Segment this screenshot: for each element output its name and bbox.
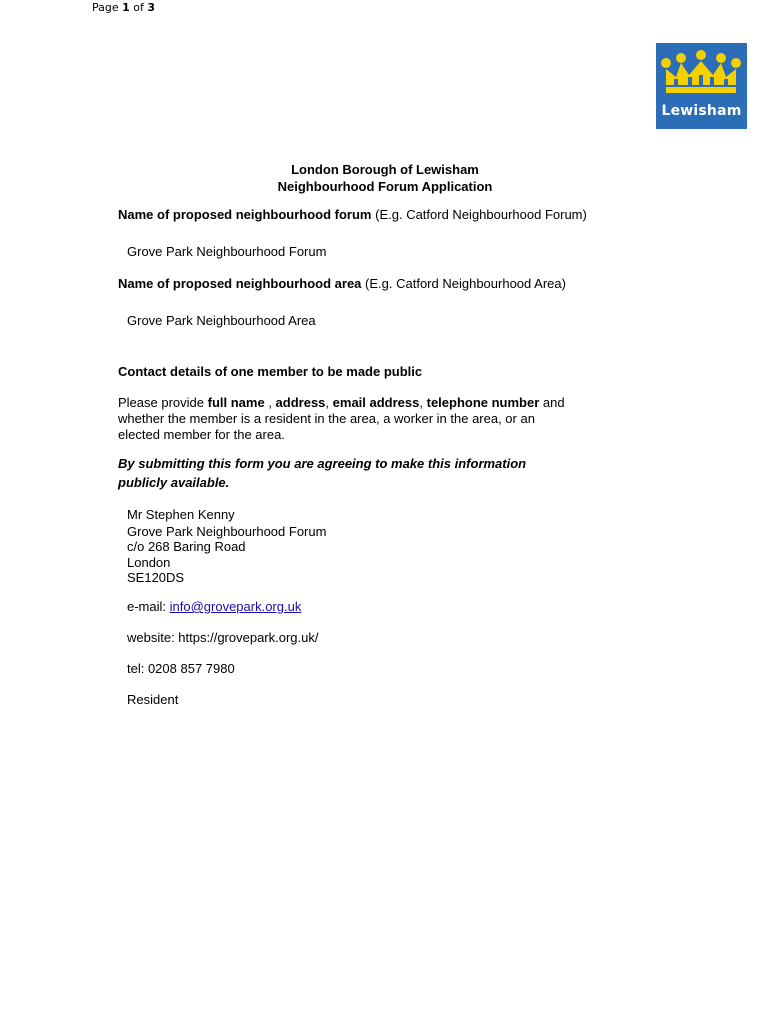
area-value: Grove Park Neighbourhood Area — [127, 313, 316, 328]
header-line-2: Neighbourhood Forum Application — [277, 179, 493, 194]
lewisham-logo — [656, 43, 747, 129]
member-status: Resident — [127, 692, 179, 707]
address-line: SE120DS — [127, 570, 185, 585]
page-label: Page — [92, 1, 119, 14]
email-link[interactable]: info@grovepark.org.uk — [169, 599, 302, 614]
instruction-sep: , — [419, 395, 427, 410]
header-line-1: London Borough of Lewisham — [291, 162, 479, 177]
address-line: London — [127, 555, 171, 570]
page-current: 1 — [122, 1, 130, 14]
notice-line-2: publicly available. — [118, 475, 230, 490]
instruction-full-name: full name — [207, 395, 265, 410]
forum-name-field — [118, 207, 587, 222]
area-example: (E.g. Catford Neighbourhood Area) — [365, 276, 566, 291]
tel-line: tel: 0208 857 7980 — [127, 661, 235, 676]
notice-line-1: By submitting this form you are agreeing to make this information — [118, 456, 527, 471]
forum-label: Name of proposed neighbourhood forum — [118, 207, 372, 222]
instruction-sep: , — [325, 395, 333, 410]
instruction-line-1 — [118, 395, 565, 410]
contact-heading: Contact details of one member to be made public — [118, 364, 423, 379]
page-indicator — [92, 1, 155, 14]
email-label: e-mail: — [127, 599, 170, 614]
forum-value: Grove Park Neighbourhood Forum — [127, 244, 327, 259]
crown-icon — [656, 43, 747, 103]
instruction-line-2: whether the member is a resident in the area, a worker in the area, or an — [118, 411, 535, 426]
instruction-and: and — [539, 395, 565, 410]
page-of: of — [133, 1, 144, 14]
email-line — [127, 599, 301, 614]
address-line: Grove Park Neighbourhood Forum — [127, 524, 327, 539]
instruction-line-3: elected member for the area. — [118, 427, 285, 442]
instruction-sep: , — [264, 395, 276, 410]
area-label: Name of proposed neighbourhood area — [118, 276, 362, 291]
instruction-text: Please provide — [118, 395, 208, 410]
forum-example: (E.g. Catford Neighbourhood Forum) — [375, 207, 587, 222]
address-line: c/o 268 Baring Road — [127, 539, 246, 554]
area-name-field — [118, 276, 566, 291]
logo-text: Lewisham — [661, 103, 742, 119]
instruction-address: address — [275, 395, 326, 410]
contact-name: Mr Stephen Kenny — [127, 507, 235, 522]
website-line: website: https://grovepark.org.uk/ — [127, 630, 319, 645]
instruction-email: email address — [332, 395, 420, 410]
instruction-telephone: telephone number — [426, 395, 540, 410]
page-total: 3 — [147, 1, 156, 14]
